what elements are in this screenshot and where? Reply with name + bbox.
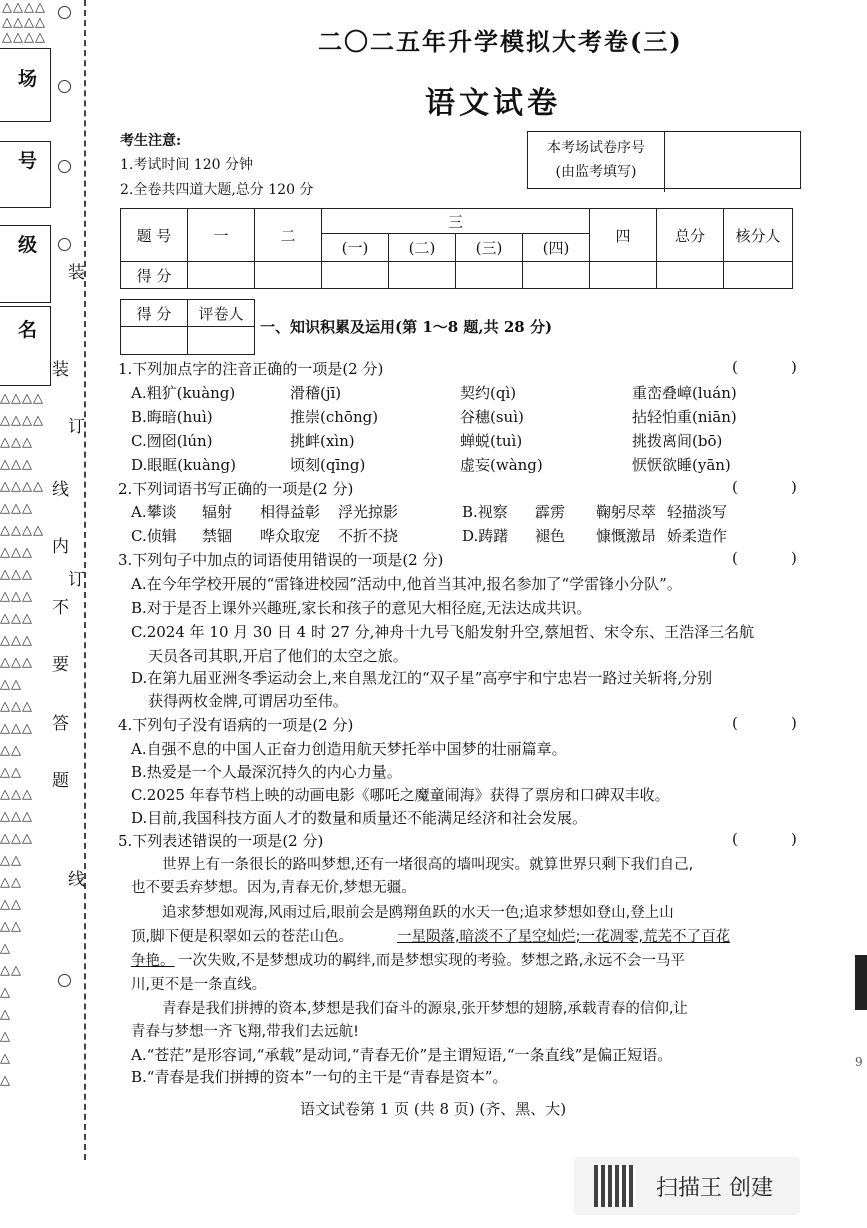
score-cell[interactable] bbox=[255, 262, 322, 289]
score-cell[interactable] bbox=[322, 262, 389, 289]
answer-paren-open[interactable]: ( bbox=[732, 714, 738, 732]
score-table-col: 总分 bbox=[657, 209, 724, 262]
answer-paren-open[interactable]: ( bbox=[732, 830, 738, 848]
answer-paren-close: ) bbox=[791, 549, 797, 567]
option: 虚妄(wàng) bbox=[460, 456, 543, 474]
option: 顷刻(qīng) bbox=[290, 456, 366, 474]
option: 谷穗(suì) bbox=[460, 408, 524, 426]
score-table-subcol: (四) bbox=[523, 234, 590, 262]
option-line: A.自强不息的中国人正奋力创造用航天梦托举中国梦的壮丽篇章。 bbox=[131, 740, 567, 758]
option: B.晦暗(huì) bbox=[131, 408, 213, 426]
triangle-decoration: △△△△ △△△△ △△△ △△△ △△△△ △△△ △△△△ △△△ △△△ △△△ △△△ △△△ △△△ △△ △△△ △△△ △△ △△ △△△ △△△ △△△ △△ △△ △△ △△ △ △△ △ △ △ △ △ bbox=[0, 391, 44, 1088]
grader-box bbox=[120, 299, 255, 355]
score-table bbox=[120, 208, 793, 289]
binding-char: 不 bbox=[52, 598, 69, 618]
option: 契约(qì) bbox=[460, 384, 517, 402]
watermark-text: 扫描王 创建 bbox=[656, 1176, 773, 1201]
passage-line: 追求梦想如观海,风雨过后,眼前会是鸥翔鱼跃的水天一色;追求梦想如登山,登上山 bbox=[162, 905, 674, 921]
notice-item: 1.考试时间 120 分钟 bbox=[120, 157, 253, 173]
edge-mark bbox=[855, 955, 867, 1010]
grader-name-cell[interactable] bbox=[188, 327, 255, 355]
option: 重峦叠嶂(luán) bbox=[632, 384, 737, 402]
score-row-label: 得 分 bbox=[121, 262, 188, 289]
option: 推崇(chōng) bbox=[290, 408, 379, 426]
grader-score-cell[interactable] bbox=[121, 327, 188, 355]
binding-char: 题 bbox=[52, 771, 69, 791]
question-stem: 1.下列加点字的注音正确的一项是(2 分) bbox=[118, 360, 384, 378]
notice-title: 考生注意: bbox=[120, 133, 182, 149]
passage-line: 川,更不是一条直线。 bbox=[131, 977, 267, 993]
score-table-col: 核分人 bbox=[724, 209, 793, 262]
option: 霹雳 bbox=[535, 503, 566, 521]
score-cell[interactable] bbox=[188, 262, 255, 289]
option: A.攀谈 bbox=[131, 503, 177, 521]
score-cell[interactable] bbox=[590, 262, 657, 289]
binding-char: 装 bbox=[68, 263, 85, 283]
option-line: D.目前,我国科技方面人才的数量和质量还不能满足经济和社会发展。 bbox=[131, 809, 588, 827]
option: 相得益彰 bbox=[260, 503, 321, 521]
answer-paren-open[interactable]: ( bbox=[732, 358, 738, 376]
binding-char: 线 bbox=[52, 480, 69, 500]
option: 挑拨离间(bō) bbox=[632, 432, 723, 450]
score-cell[interactable] bbox=[523, 262, 590, 289]
binding-hole bbox=[58, 6, 71, 19]
question-stem: 3.下列句子中加点的词语使用错误的一项是(2 分) bbox=[118, 551, 444, 569]
answer-paren-open[interactable]: ( bbox=[732, 478, 738, 496]
option-line: 获得两枚金牌,可谓居功至伟。 bbox=[148, 692, 348, 710]
score-cell[interactable] bbox=[724, 262, 793, 289]
subject-title: 语文试卷 bbox=[425, 86, 561, 121]
binding-char: 内 bbox=[52, 537, 69, 557]
option: 哗众取宠 bbox=[260, 527, 321, 545]
answer-paren-open[interactable]: ( bbox=[732, 549, 738, 567]
passage-line: 一次失败,不是梦想成功的羁绊,而是梦想实现的考验。梦想之路,永远不会一马平 bbox=[178, 953, 685, 969]
seat-number-label bbox=[528, 132, 665, 192]
option-line: D.在第九届亚洲冬季运动会上,来自黑龙江的“双子星”高亭宇和宁忠岩一路过关斩将,分别 bbox=[131, 669, 713, 687]
binding-char: 答 bbox=[52, 714, 69, 734]
binding-hole bbox=[58, 160, 71, 173]
option: B.视察 bbox=[462, 503, 508, 521]
edge-digit: 9 bbox=[855, 1055, 863, 1069]
section-title: 一、知识积累及运用(第 1～8 题,共 28 分) bbox=[260, 318, 553, 336]
binding-hole bbox=[58, 974, 71, 987]
option: A.粗犷(kuàng) bbox=[131, 384, 236, 402]
passage-line: 顶,脚下便是积翠如云的苍茫山色。 bbox=[131, 929, 354, 945]
option-line: B.“青春是我们拼搏的资本”一句的主干是“青春是资本”。 bbox=[131, 1068, 508, 1086]
option: 蝉蜕(tuì) bbox=[460, 432, 523, 450]
answer-paren-close: ) bbox=[791, 830, 797, 848]
option: 挑衅(xìn) bbox=[290, 432, 355, 450]
answer-paren-close: ) bbox=[791, 358, 797, 376]
option-line: B.对于是否上课外兴趣班,家长和孩子的意见大相径庭,无法达成共识。 bbox=[131, 599, 592, 617]
score-table-col: 一 bbox=[188, 209, 255, 262]
option: 禁锢 bbox=[202, 527, 233, 545]
binding-char: 要 bbox=[52, 655, 69, 675]
option: 恹恹欲睡(yān) bbox=[632, 456, 731, 474]
question-stem: 5.下列表述错误的一项是(2 分) bbox=[118, 832, 324, 850]
passage-line: 也不要丢弃梦想。因为,青春无价,梦想无疆。 bbox=[131, 880, 416, 896]
seat-number-label-line1: 本考场试卷序号 bbox=[547, 140, 645, 156]
binding-strip bbox=[0, 0, 120, 1160]
triangle-decoration: △△△△ △△△△ △△△△ bbox=[2, 0, 46, 45]
option-line: C.2025 年春节档上映的动画电影《哪吒之魔童闹海》获得了票房和口碑双丰收。 bbox=[131, 786, 670, 804]
option: 拈轻怕重(niān) bbox=[632, 408, 737, 426]
score-cell[interactable] bbox=[657, 262, 724, 289]
option-line: A.在今年学校开展的“雷锋进校园”活动中,他首当其冲,报名参加了“学雷锋小分队”。 bbox=[131, 575, 682, 593]
field-label-number: 号 bbox=[18, 150, 38, 172]
option: D.眼眶(kuàng) bbox=[131, 456, 236, 474]
score-cell[interactable] bbox=[389, 262, 456, 289]
scanner-watermark bbox=[574, 1157, 800, 1215]
exam-title: 二〇二五年升学模拟大考卷(三) bbox=[318, 27, 683, 56]
option: 褪色 bbox=[535, 527, 566, 545]
score-table-group: 三 bbox=[322, 209, 590, 234]
grader-name-label: 评卷人 bbox=[188, 300, 255, 327]
qr-code-icon bbox=[594, 1165, 636, 1207]
question-stem: 2.下列词语书写正确的一项是(2 分) bbox=[118, 480, 354, 498]
field-label-name: 名 bbox=[18, 319, 38, 341]
option: 不折不挠 bbox=[338, 527, 399, 545]
passage-line: 世界上有一条很长的路叫梦想,还有一堵很高的墙叫现实。就算世界只剩下我们自己, bbox=[162, 857, 694, 873]
answer-paren-close: ) bbox=[791, 714, 797, 732]
seat-number-box bbox=[527, 131, 801, 189]
passage-underlined: 一星陨落,暗淡不了星空灿烂;一花凋零,荒芜不了百花 bbox=[397, 929, 731, 945]
option: 慷慨激昂 bbox=[596, 527, 657, 545]
score-table-subcol: (一) bbox=[322, 234, 389, 262]
option-line: B.热爱是一个人最深沉持久的内心力量。 bbox=[131, 763, 402, 781]
binding-char: 装 bbox=[52, 360, 69, 380]
notice-item: 2.全卷共四道大题,总分 120 分 bbox=[120, 182, 314, 198]
binding-char: 订 bbox=[68, 570, 85, 590]
grader-score-label: 得 分 bbox=[121, 300, 188, 327]
binding-char: 线 bbox=[68, 870, 85, 890]
option: 鞠躬尽萃 bbox=[596, 503, 657, 521]
binding-hole bbox=[58, 80, 71, 93]
option: 滑稽(jī) bbox=[290, 384, 342, 402]
seat-number-label-line2: (由监考填写) bbox=[555, 164, 637, 180]
option-line: C.2024 年 10 月 30 日 4 时 27 分,神舟十九号飞船发射升空,蔡旭哲、宋令东、王浩泽三名航 bbox=[131, 623, 755, 641]
score-cell[interactable] bbox=[456, 262, 523, 289]
option: D.踌躇 bbox=[462, 527, 509, 545]
page-footer: 语文试卷第 1 页 (共 8 页) (齐、黑、大) bbox=[300, 1100, 567, 1118]
passage-line: 青春是我们拼搏的资本,梦想是我们奋斗的源泉,张开梦想的翅膀,承载青春的信仰,让 bbox=[162, 1001, 688, 1017]
binding-hole bbox=[58, 238, 71, 251]
option-line: A.“苍茫”是形容词,“承载”是动词,“青春无价”是主谓短语,“一条直线”是偏正短语。 bbox=[131, 1046, 673, 1064]
passage-underlined: 争艳。 bbox=[131, 953, 175, 969]
score-table-subcol: (二) bbox=[389, 234, 456, 262]
score-table-col: 二 bbox=[255, 209, 322, 262]
option: 辐射 bbox=[202, 503, 233, 521]
option-line: 天员各司其职,开启了他们的太空之旅。 bbox=[148, 647, 408, 665]
option: 轻描淡写 bbox=[667, 503, 728, 521]
answer-paren-close: ) bbox=[791, 478, 797, 496]
score-table-header-label: 题 号 bbox=[121, 209, 188, 262]
field-label-venue: 场 bbox=[18, 68, 38, 90]
score-table-subcol: (三) bbox=[456, 234, 523, 262]
score-table-col: 四 bbox=[590, 209, 657, 262]
option: 浮光掠影 bbox=[338, 503, 399, 521]
option: C.囫囵(lún) bbox=[131, 432, 213, 450]
question-stem: 4.下列句子没有语病的一项是(2 分) bbox=[118, 716, 354, 734]
binding-char: 订 bbox=[68, 417, 85, 437]
field-label-class: 级 bbox=[18, 234, 38, 256]
option: 娇柔造作 bbox=[667, 527, 728, 545]
option: C.侦辑 bbox=[131, 527, 177, 545]
passage-line: 青春与梦想一齐飞翔,带我们去远航! bbox=[131, 1024, 359, 1040]
